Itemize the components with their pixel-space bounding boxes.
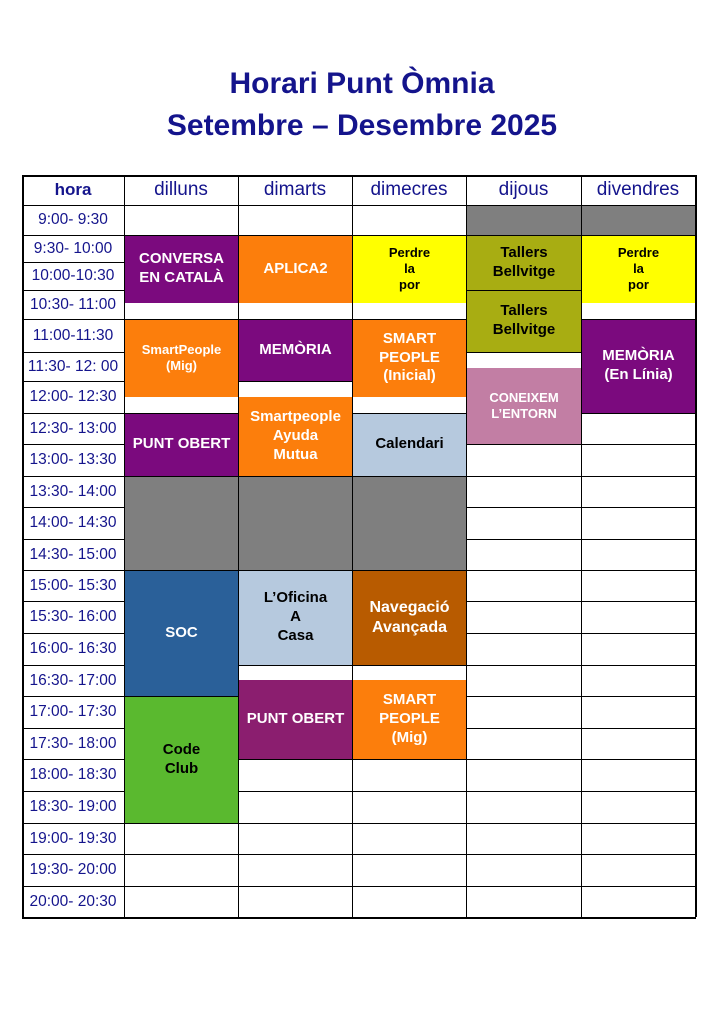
grid-vline — [581, 175, 582, 917]
grid-hline — [352, 823, 467, 824]
block-tallers-bellvitge-2: Tallers Bellvitge — [467, 290, 581, 352]
grid-hline — [581, 444, 696, 445]
block-perdre-la-por-divendres: Perdre la por — [582, 235, 695, 303]
time-slot-label: 19:00- 19:30 — [29, 829, 117, 847]
header-day-dimecres: dimecres — [370, 179, 448, 200]
block-gray-dijous — [467, 205, 581, 235]
grid-hline — [352, 205, 467, 206]
block-punt-obert-dimarts: PUNT OBERT — [239, 680, 352, 759]
grid-hline — [352, 759, 467, 760]
grid-hline — [581, 854, 696, 855]
grid-hline — [352, 319, 467, 320]
time-slot-label: 15:00- 15:30 — [29, 576, 117, 594]
grid-hline — [466, 917, 582, 919]
time-slot-label: 11:30- 12: 00 — [27, 357, 119, 375]
grid-hline — [238, 791, 353, 792]
time-slot-label: 10:00-10:30 — [31, 267, 115, 284]
grid-hline — [124, 917, 239, 919]
grid-hline — [581, 791, 696, 792]
grid-hline — [466, 570, 582, 571]
grid-hline — [466, 823, 582, 824]
block-smart-people-mig-dimecres: SMART PEOPLE (Mig) — [353, 680, 466, 759]
grid-hline — [124, 854, 239, 855]
grid-hline — [581, 759, 696, 760]
block-gray-dimarts — [239, 476, 352, 570]
grid-hline — [124, 886, 239, 887]
grid-hline — [238, 319, 353, 320]
time-slot-label: 14:30- 15:00 — [29, 545, 117, 563]
grid-hline — [581, 507, 696, 508]
header-hora: hora — [54, 180, 92, 199]
grid-hline — [352, 570, 467, 571]
grid-hline — [581, 696, 696, 697]
time-slot-label: 14:00- 14:30 — [29, 514, 117, 531]
grid-hline — [124, 235, 239, 236]
grid-vline — [238, 175, 239, 917]
grid-hline — [352, 886, 467, 887]
time-slot-label: 17:00- 17:30 — [29, 703, 117, 720]
block-aplica2: APLICA2 — [239, 235, 352, 303]
block-soc: SOC — [125, 570, 238, 696]
block-perdre-la-por-dimecres: Perdre la por — [353, 235, 466, 303]
block-coneixem-lentorn: CONEIXEM L’ENTORN — [467, 368, 581, 444]
block-gray-divendres — [582, 205, 695, 235]
grid-hline — [581, 570, 696, 571]
grid-hline — [238, 886, 353, 887]
grid-hline — [352, 235, 467, 236]
grid-hline — [581, 205, 696, 206]
grid-hline — [238, 381, 353, 382]
grid-hline — [466, 352, 582, 353]
grid-hline — [581, 539, 696, 540]
block-gray-dilluns — [125, 476, 238, 570]
grid-vline — [695, 175, 697, 917]
grid-hline — [581, 917, 696, 919]
page-subtitle: Setembre – Desembre 2025 — [166, 109, 558, 142]
grid-hline — [581, 886, 696, 887]
time-slot-label: 12:00- 12:30 — [29, 388, 117, 405]
grid-hline — [352, 476, 467, 477]
grid-hline — [124, 319, 239, 320]
time-slot-label: 16:00- 16:30 — [29, 640, 117, 657]
grid-hline — [22, 917, 125, 919]
block-memoria-en-linia: MEMÒRIA (En Línia) — [582, 319, 695, 413]
grid-hline — [124, 823, 239, 824]
grid-hline — [581, 413, 696, 414]
block-smart-people-inicial: SMART PEOPLE (Inicial) — [353, 319, 466, 397]
block-conversa-en-catala: CONVERSA EN CATALÀ — [125, 235, 238, 303]
time-slot-label: 20:00- 20:30 — [29, 892, 117, 910]
grid-hline — [581, 823, 696, 824]
grid-hline — [581, 601, 696, 602]
time-slot-label: 9:30- 10:00 — [33, 239, 113, 257]
grid-vline — [124, 175, 125, 917]
grid-hline — [352, 854, 467, 855]
grid-hline — [581, 476, 696, 477]
grid-hline — [238, 854, 353, 855]
grid-hline — [352, 791, 467, 792]
header-day-dimarts: dimarts — [263, 179, 327, 200]
grid-hline — [581, 235, 696, 236]
grid-hline — [466, 290, 582, 291]
grid-hline — [466, 759, 582, 760]
header-day-divendres: divendres — [596, 179, 680, 200]
time-slot-label: 13:30- 14:00 — [29, 482, 117, 500]
grid-hline — [124, 476, 239, 477]
grid-hline — [466, 601, 582, 602]
grid-hline — [238, 917, 353, 919]
grid-hline — [238, 823, 353, 824]
grid-hline — [238, 235, 353, 236]
grid-hline — [581, 319, 696, 320]
block-smartpeople-mig-dilluns: SmartPeople (Mig) — [125, 319, 238, 397]
grid-hline — [238, 205, 353, 206]
grid-hline — [466, 444, 582, 445]
time-slot-label: 17:30- 18:00 — [29, 734, 117, 752]
header-day-dilluns: dilluns — [154, 179, 208, 200]
grid-hline — [466, 854, 582, 855]
grid-hline — [466, 696, 582, 697]
grid-hline — [352, 413, 467, 414]
block-punt-obert-dilluns: PUNT OBERT — [125, 413, 238, 476]
grid-hline — [466, 665, 582, 666]
grid-hline — [124, 413, 239, 414]
grid-hline — [466, 235, 582, 236]
grid-hline — [466, 539, 582, 540]
grid-hline — [581, 633, 696, 634]
grid-hline — [581, 665, 696, 666]
grid-hline — [466, 205, 582, 206]
grid-hline — [124, 570, 239, 571]
time-slot-label: 10:30- 11:00 — [30, 295, 116, 313]
grid-hline — [466, 728, 582, 729]
grid-hline — [238, 570, 353, 571]
time-slot-label: 13:00- 13:30 — [29, 451, 117, 468]
time-slot-label: 18:00- 18:30 — [29, 766, 117, 783]
block-tallers-bellvitge-1: Tallers Bellvitge — [467, 235, 581, 290]
grid-hline — [466, 507, 582, 508]
grid-hline — [466, 791, 582, 792]
block-navegacio-avancada: Navegació Avançada — [353, 570, 466, 665]
grid-hline — [352, 665, 467, 666]
grid-hline — [466, 886, 582, 887]
page-title: Horari Punt Òmnia — [229, 67, 495, 100]
block-gray-dimecres — [353, 476, 466, 570]
time-slot-label: 11:00-11:30 — [32, 326, 114, 344]
time-slot-label: 18:30- 19:00 — [29, 798, 117, 815]
grid-hline — [352, 917, 467, 919]
block-code-club: Code Club — [125, 696, 238, 823]
time-slot-label: 12:30- 13:00 — [29, 419, 117, 437]
grid-hline — [124, 205, 239, 206]
grid-hline — [124, 696, 239, 697]
time-slot-label: 15:30- 16:00 — [29, 608, 117, 625]
grid-hline — [238, 476, 353, 477]
grid-hline — [466, 476, 582, 477]
block-oficina-a-casa: L’Oficina A Casa — [239, 570, 352, 665]
block-memoria-dimarts: MEMÒRIA — [239, 319, 352, 381]
grid-hline — [238, 665, 353, 666]
header-day-dijous: dijous — [498, 179, 549, 200]
grid-hline — [466, 633, 582, 634]
block-smartpeople-ayuda-mutua: Smartpeople Ayuda Mutua — [239, 397, 352, 476]
grid-vline — [352, 175, 353, 917]
time-slot-label: 16:30- 17:00 — [29, 671, 117, 689]
block-calendari: Calendari — [353, 413, 466, 476]
grid-hline — [581, 728, 696, 729]
time-slot-label: 9:00- 9:30 — [38, 211, 108, 228]
time-slot-label: 19:30- 20:00 — [29, 861, 117, 878]
grid-vline — [466, 175, 467, 917]
grid-hline — [238, 759, 353, 760]
